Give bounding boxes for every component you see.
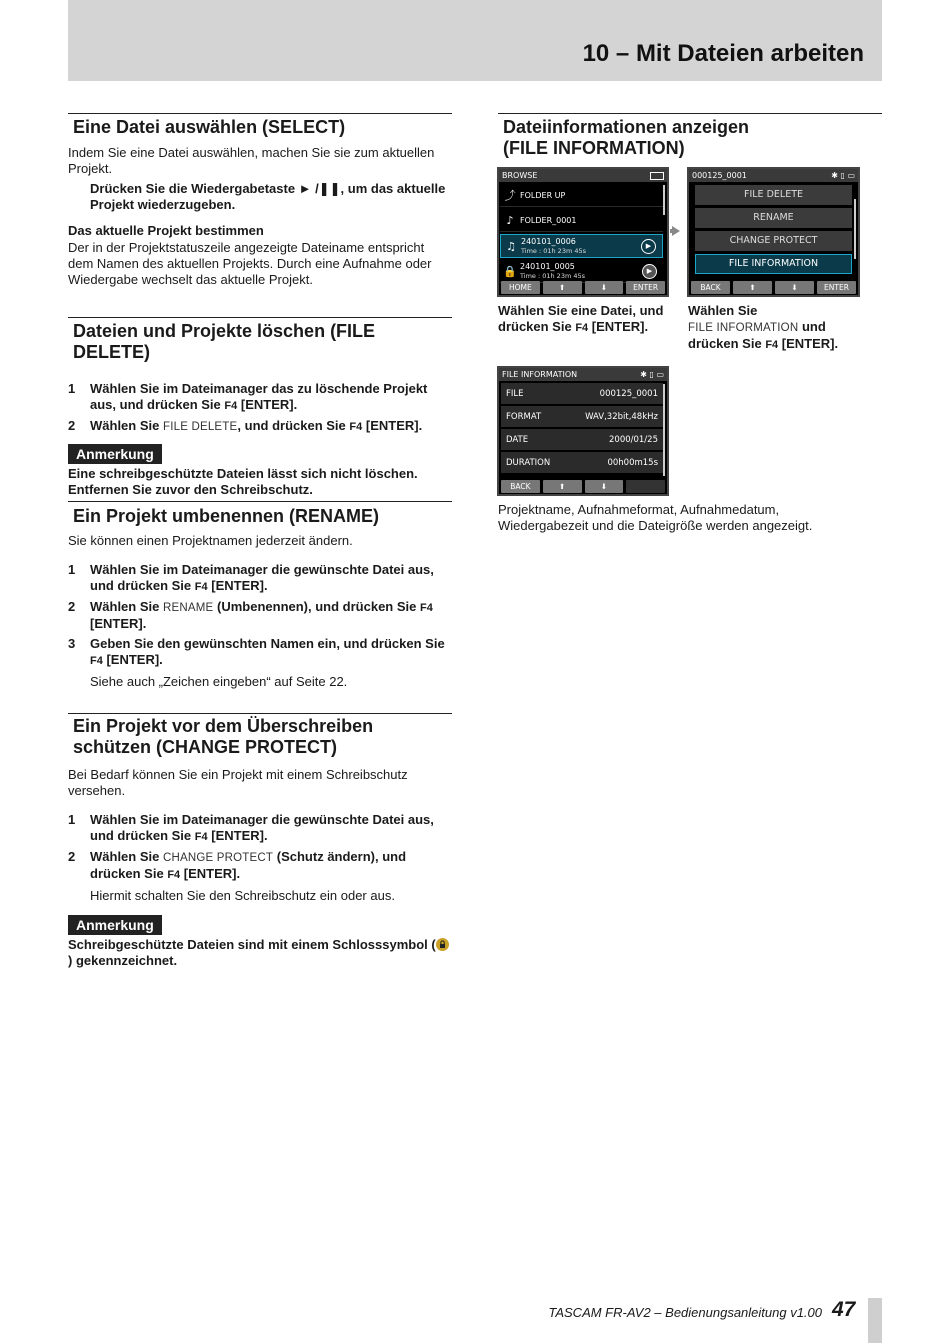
- menu-screen: [687, 167, 860, 297]
- step-number: 2: [68, 418, 76, 433]
- browse-row[interactable]: [500, 209, 663, 232]
- browse-row-selected[interactable]: [500, 234, 663, 258]
- step-1: [68, 562, 452, 595]
- lock-icon: [436, 938, 449, 951]
- page-tab: [868, 1298, 882, 1343]
- status-icons: ✱ ▯ ▭: [831, 171, 855, 180]
- step-number: 2: [68, 599, 76, 614]
- note-text: [68, 937, 452, 969]
- menu-item-file-delete[interactable]: FILE DELETE: [695, 185, 852, 205]
- step-note: Hiermit schalten Sie den Schreibschutz ein oder aus.: [90, 888, 395, 903]
- function-keys: [689, 281, 858, 294]
- battery-icon: [650, 172, 664, 180]
- section-title: Dateiinformationen anzeigen (FILE INFORMATION): [503, 117, 750, 158]
- row-time: Time : 01h 23m 45s: [521, 246, 587, 255]
- caption-text: [ENTER].: [781, 336, 839, 351]
- fkey-enter[interactable]: ENTER: [626, 281, 665, 294]
- note-label: Anmerkung: [68, 915, 162, 935]
- section-title: Eine Datei auswählen (SELECT): [73, 117, 346, 137]
- note-text: Eine schreibgeschützte Dateien lässt sich nicht löschen. Entfernen Sie zuvor den Schreibschutz.: [68, 466, 418, 497]
- folder-icon: ♪: [506, 213, 514, 227]
- fkey-down[interactable]: ⬇: [585, 480, 624, 493]
- file-information-screen: [497, 366, 669, 496]
- step-text: Wählen Sie: [90, 849, 160, 864]
- header-band: [68, 0, 882, 81]
- key-label: F4: [349, 421, 363, 433]
- step-text: Wählen Sie im Dateimanager die gewünschte Datei aus, und drücken Sie: [90, 562, 434, 593]
- fkey-up[interactable]: ⬆: [543, 480, 582, 493]
- section-title: Ein Projekt vor dem Überschreiben schützen (CHANGE PROTECT): [73, 716, 374, 757]
- row-time: Time : 01h 23m 45s: [520, 271, 586, 280]
- menu-item-change-protect[interactable]: CHANGE PROTECT: [695, 231, 852, 251]
- caption-text: Wählen Sie: [688, 303, 758, 318]
- sub-heading: Das aktuelle Projekt bestimmen: [68, 223, 264, 238]
- key-label: F4: [90, 655, 103, 667]
- info-label: FILE: [506, 388, 524, 399]
- intro-text: Indem Sie eine Datei auswählen, machen Sie sie zum aktuellen Projekt.: [68, 145, 435, 176]
- fkey-back[interactable]: BACK: [501, 480, 540, 493]
- section-rule: [498, 113, 882, 114]
- scrollbar[interactable]: [854, 199, 856, 259]
- fkey-down[interactable]: ⬇: [585, 281, 624, 294]
- footer-text: TASCAM FR-AV2 – Bedienungsanleitung v1.00: [548, 1305, 822, 1320]
- info-label: DATE: [506, 434, 529, 445]
- step-number: 1: [68, 812, 76, 827]
- section-rename: [68, 501, 452, 690]
- lock-icon: 🔒: [503, 264, 517, 278]
- play-icon: ▶: [641, 239, 656, 254]
- step-text: [ENTER].: [240, 397, 298, 412]
- chapter-title: 10 – Mit Dateien arbeiten: [582, 40, 864, 67]
- info-value: 2000/01/25: [609, 434, 658, 445]
- folder-up-icon: ⤴: [504, 189, 516, 202]
- step-text: [ENTER].: [365, 418, 423, 433]
- step-text: Wählen Sie im Dateimanager das zu löschende Projekt aus, und drücken Sie: [90, 381, 428, 412]
- menu-item-file-information[interactable]: FILE INFORMATION: [695, 254, 852, 274]
- menu-name: CHANGE PROTECT: [162, 852, 274, 864]
- browse-row[interactable]: [500, 260, 663, 283]
- row-name: 240101_0005: [520, 261, 575, 271]
- fkey-blank: [626, 480, 665, 493]
- step-number: 2: [68, 849, 76, 864]
- key-label: F4: [420, 602, 433, 614]
- key-label: F4: [575, 322, 589, 334]
- step-text: Wählen Sie im Dateimanager die gewünschte Datei aus, und drücken Sie: [90, 812, 434, 843]
- step-text: Wählen Sie: [90, 599, 160, 614]
- step-text: (Schutz ändern), und drücken Sie: [90, 849, 407, 881]
- info-value: WAV,32bit,48kHz: [585, 411, 658, 422]
- step-text: [ENTER].: [183, 866, 241, 881]
- step-number: 1: [68, 562, 76, 577]
- info-label: DURATION: [506, 457, 551, 468]
- key-label: F4: [167, 869, 181, 881]
- section-rule: [68, 501, 452, 502]
- step-3: [68, 636, 452, 669]
- sub-text: Der in der Projektstatuszeile angezeigte Dateiname entspricht dem Namen des aktuellen Projekts. Durch eine Aufnahme oder Wiedergabe wechselt das aktuelle Projekt.: [68, 240, 432, 287]
- screen-title: FILE INFORMATION: [502, 370, 578, 379]
- caption-menu: [688, 303, 866, 353]
- info-row-file: [501, 383, 663, 404]
- screen-title: 000125_0001: [692, 171, 747, 180]
- step-1: [68, 381, 452, 414]
- caption-browse: [498, 303, 676, 336]
- fkey-up[interactable]: ⬆: [543, 281, 582, 294]
- caption-text: und drücken Sie: [688, 319, 826, 351]
- menu-name: FILE INFORMATION: [688, 322, 799, 334]
- step-text: [ENTER].: [211, 828, 268, 843]
- info-value: 000125_0001: [599, 388, 658, 399]
- section-protect: [68, 713, 452, 969]
- step-text: (Umbenennen), und drücken Sie: [217, 599, 417, 614]
- step-1: [68, 812, 452, 845]
- see-also: Siehe auch „Zeichen eingeben“ auf Seite 22.: [90, 674, 348, 689]
- caption-text: Wählen Sie eine Datei, und drücken Sie: [498, 303, 664, 334]
- browse-row[interactable]: [500, 184, 663, 207]
- step-2: [68, 418, 452, 435]
- step-2: [68, 849, 452, 883]
- key-label: F4: [765, 339, 779, 351]
- section-title: Ein Projekt umbenennen (RENAME): [73, 506, 380, 526]
- fkey-down[interactable]: ⬇: [775, 281, 814, 294]
- step-number: 1: [68, 381, 76, 396]
- screen-titlebar: [689, 169, 858, 182]
- menu-item-rename[interactable]: RENAME: [695, 208, 852, 228]
- fkey-enter[interactable]: ENTER: [817, 281, 856, 294]
- fkey-back[interactable]: BACK: [691, 281, 730, 294]
- caption-info: Projektname, Aufnahmeformat, Aufnahmedatum, Wiedergabezeit und die Dateigröße werden angezeigt.: [498, 502, 813, 533]
- step-text: Wählen Sie: [90, 418, 160, 433]
- key-label: F4: [194, 831, 208, 843]
- caption-text: [ENTER].: [591, 319, 649, 334]
- row-name: FOLDER UP: [520, 190, 566, 200]
- screen-titlebar: [499, 169, 667, 182]
- note-label: Anmerkung: [68, 444, 162, 464]
- info-value: 00h00m15s: [607, 457, 658, 468]
- menu-name: RENAME: [162, 602, 214, 614]
- step-2: [68, 599, 452, 632]
- step-number: 3: [68, 636, 76, 651]
- section-delete: [68, 317, 452, 498]
- step-text: Geben Sie den gewünschten Namen ein, und drücken Sie: [90, 636, 445, 651]
- scrollbar[interactable]: [663, 384, 665, 476]
- menu-name: FILE DELETE: [162, 421, 238, 433]
- row-name: 240101_0006: [521, 236, 576, 246]
- music-note-icon: ♫: [506, 239, 516, 253]
- step-text: [ENTER].: [211, 578, 268, 593]
- function-keys: [499, 480, 667, 493]
- screen-title: BROWSE: [502, 171, 538, 180]
- fkey-home[interactable]: HOME: [501, 281, 540, 294]
- section-fileinfo: [498, 113, 882, 159]
- row-name: FOLDER_0001: [520, 215, 577, 225]
- section-select: [68, 113, 452, 288]
- step-text: [ENTER].: [106, 652, 163, 667]
- section-rule: [68, 113, 452, 114]
- intro-text: Bei Bedarf können Sie ein Projekt mit einem Schreibschutz versehen.: [68, 767, 408, 798]
- fkey-up[interactable]: ⬆: [733, 281, 772, 294]
- arrow-right-icon: [672, 226, 680, 236]
- function-keys: [499, 281, 667, 294]
- screen-titlebar: [499, 368, 667, 381]
- page-number: 47: [832, 1298, 856, 1321]
- key-label: F4: [194, 581, 208, 593]
- section-title: Dateien und Projekte löschen (FILE DELETE): [73, 321, 376, 362]
- info-row-duration: [501, 452, 663, 473]
- instruction: Drücken Sie die Wiedergabetaste ► /❚❚, um das aktuelle Projekt wiederzugeben.: [90, 181, 446, 212]
- scrollbar[interactable]: [663, 185, 665, 215]
- key-label: F4: [224, 400, 238, 412]
- step-text: , und drücken Sie: [237, 418, 346, 433]
- step-text: [ENTER].: [90, 616, 147, 631]
- browse-screen: [497, 167, 669, 297]
- info-row-date: [501, 429, 663, 450]
- intro-text: Sie können einen Projektnamen jederzeit ändern.: [68, 533, 353, 548]
- section-rule: [68, 317, 452, 318]
- info-row-format: [501, 406, 663, 427]
- note-text-a: Schreibgeschützte Dateien sind mit einem Schlosssymbol (: [68, 937, 436, 952]
- note-text-b: ) gekennzeichnet.: [68, 953, 178, 968]
- status-icons: ✱ ▯ ▭: [640, 370, 664, 379]
- play-icon: ▶: [642, 264, 657, 279]
- info-label: FORMAT: [506, 411, 542, 422]
- section-rule: [68, 713, 452, 714]
